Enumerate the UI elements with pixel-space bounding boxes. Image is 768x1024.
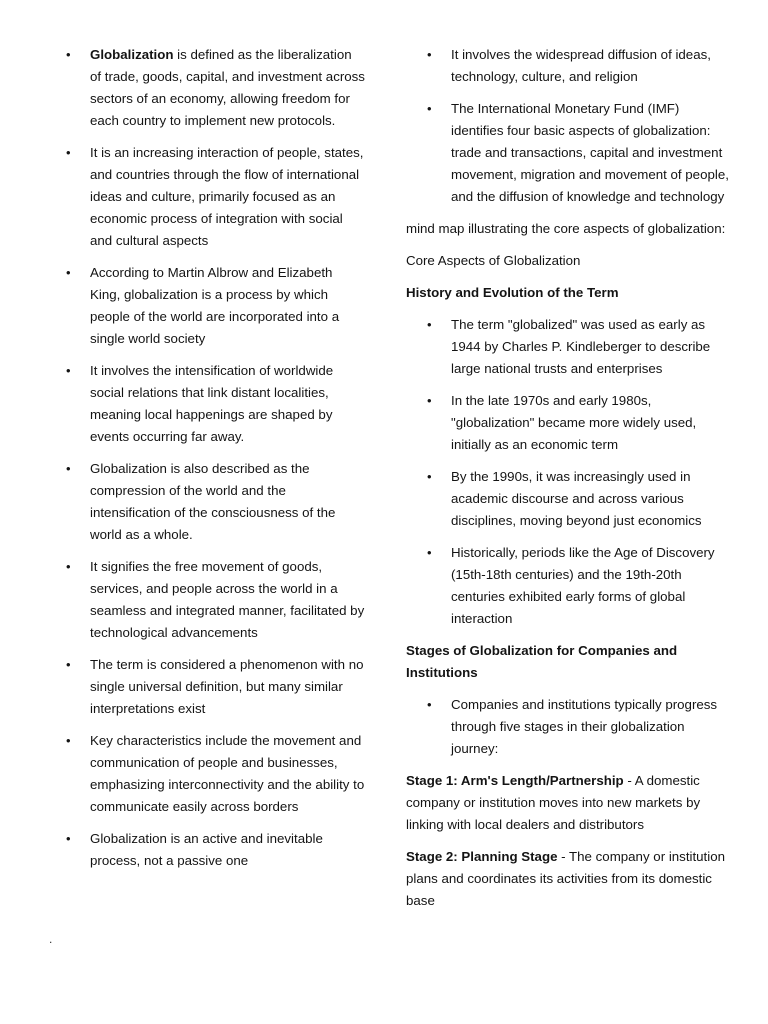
list-item xyxy=(66,142,366,252)
list-item-text: It involves the intensification of worldwide social relations that link distant localities, meaning local happenings are shaped by events occurring far away. xyxy=(90,363,334,444)
stage-2-text: - The company or institution plans and coordinates its activities from its domestic base xyxy=(406,849,725,908)
history-heading: History and Evolution of the Term xyxy=(406,285,619,300)
stages-bullet-list xyxy=(427,694,731,760)
list-item xyxy=(66,730,366,818)
list-item xyxy=(66,556,366,644)
right-top-bullet-list xyxy=(427,44,731,208)
stage-2-paragraph xyxy=(406,846,731,912)
list-item: • Historically, periods like the Age of Discovery (15th-18th centuries) and the 19th-20th centuries exhibited early forms of global interaction xyxy=(427,542,731,630)
footer-mark: . xyxy=(49,932,53,946)
list-item xyxy=(66,262,366,350)
list-item-text: According to Martin Albrow and Elizabeth King, globalization is a process by which people of the world are incorporated into a single world society xyxy=(90,265,340,346)
list-item xyxy=(66,654,366,720)
mind-map-text: mind map illustrating the core aspects of globalization: xyxy=(406,221,726,236)
list-item-text: It signifies the free movement of goods, services, and people across the world in a seamless and integrated manner, facilitated by technological advancements xyxy=(90,559,365,640)
history-bullet-list xyxy=(427,314,731,630)
stage-1-label: Stage 1: Arm's Length/Partnership xyxy=(406,773,624,788)
list-item: • The International Monetary Fund (IMF) identifies four basic aspects of globalization: trade and transactions, capital and investment movement, migration and movement of people, and the diffusion of knowledge and technology xyxy=(427,98,731,208)
left-bullet-list xyxy=(66,44,366,872)
bold-term: Globalization xyxy=(90,47,174,62)
list-item: • In the late 1970s and early 1980s, "globalization" became more widely used, initially as an economic term xyxy=(427,390,731,456)
core-aspects-text: Core Aspects of Globalization xyxy=(406,253,581,268)
stage-1-text: - A domestic company or institution moves into new markets by linking with local dealers and distributors xyxy=(406,773,701,832)
list-item: • It involves the widespread diffusion of ideas, technology, culture, and religion xyxy=(427,44,731,88)
stage-2-label: Stage 2: Planning Stage xyxy=(406,849,558,864)
stages-heading: Stages of Globalization for Companies and Institutions xyxy=(406,643,678,680)
list-item-text: It is an increasing interaction of people, states, and countries through the flow of international ideas and culture, primarily focused as an economic process of integration with social and cultural aspects xyxy=(90,145,364,248)
list-item-text: is defined as the liberalization of trade, goods, capital, and investment across sectors of an economy, allowing freedom for each country to implement new protocols. xyxy=(90,47,365,128)
list-item-text: Key characteristics include the movement and communication of people and businesses, emphasizing interconnectivity and the ability to communicate easily across borders xyxy=(90,733,365,814)
list-item xyxy=(66,360,366,448)
list-item xyxy=(66,44,366,132)
list-item-text: Globalization is an active and inevitable process, not a passive one xyxy=(90,831,323,868)
list-item: • The term "globalized" was used as early as 1944 by Charles P. Kindleberger to describe large national trusts and enterprises xyxy=(427,314,731,380)
list-item xyxy=(66,828,366,872)
list-item-text: The term is considered a phenomenon with no single universal definition, but many similar interpretations exist xyxy=(90,657,364,716)
left-column xyxy=(66,44,366,882)
right-column xyxy=(406,44,731,922)
stage-1-paragraph xyxy=(406,770,731,836)
list-item-text: Globalization is also described as the compression of the world and the intensification of the consciousness of the world as a whole. xyxy=(90,461,336,542)
list-item: • By the 1990s, it was increasingly used in academic discourse and across various disciplines, moving beyond just economics xyxy=(427,466,731,532)
list-item xyxy=(66,458,366,546)
list-item: • Companies and institutions typically progress through five stages in their globalization journey: xyxy=(427,694,731,760)
